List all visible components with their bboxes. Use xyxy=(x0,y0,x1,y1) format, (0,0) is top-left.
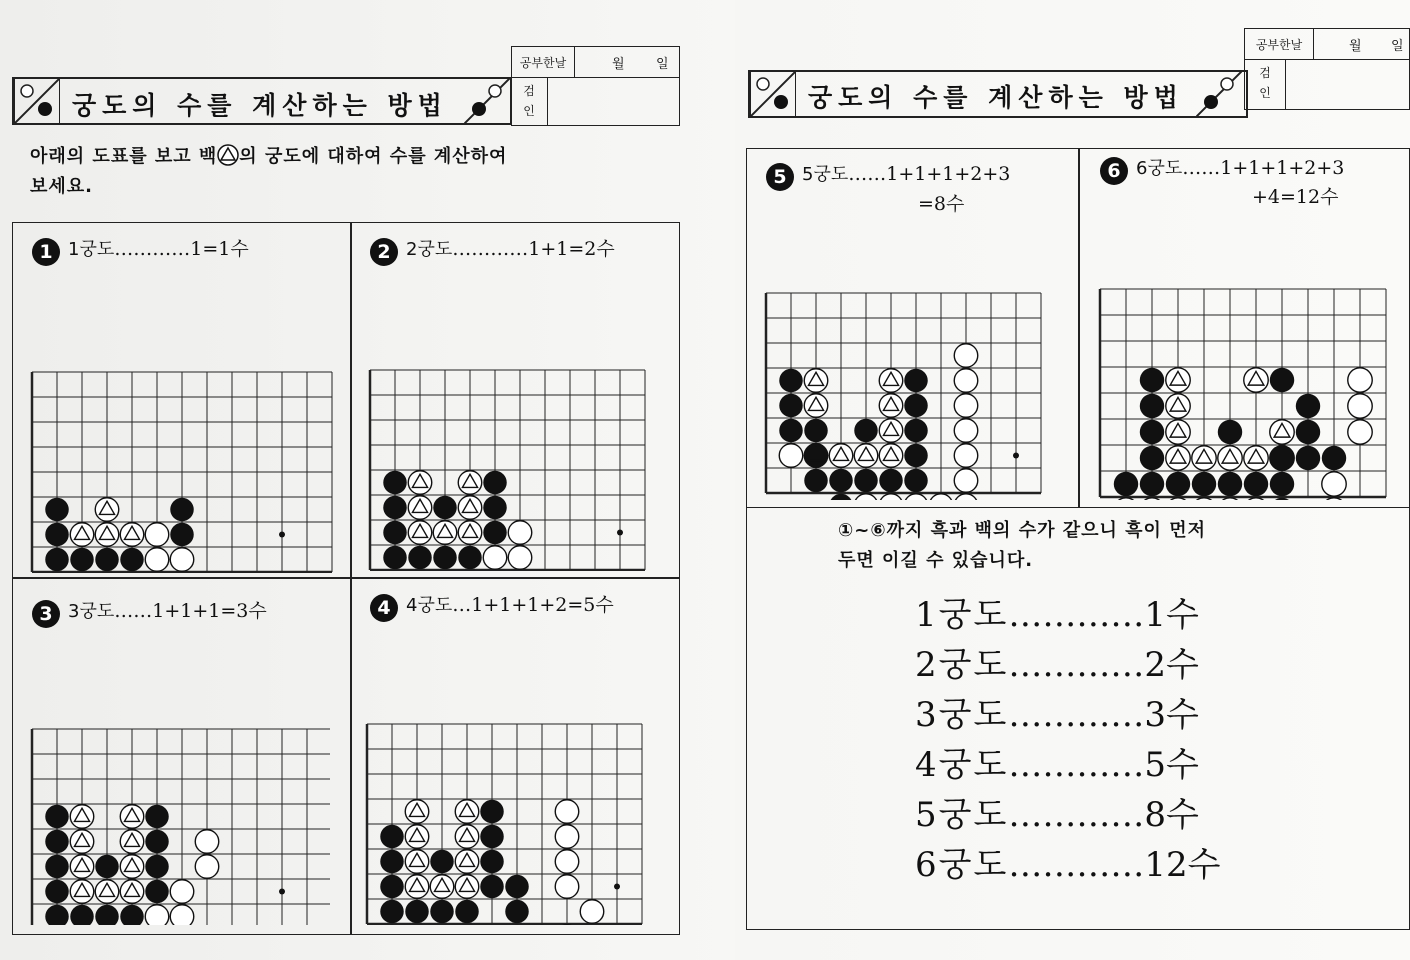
white-stone xyxy=(954,394,978,418)
white-stone xyxy=(508,521,532,545)
panel-6-heading-line2: +4=12수 xyxy=(1252,186,1339,208)
white-stone xyxy=(170,905,194,925)
check-label: 검인 xyxy=(523,84,535,118)
black-stone xyxy=(804,419,828,443)
white-stone xyxy=(170,880,194,904)
white-stone xyxy=(483,546,507,570)
black-stone xyxy=(904,469,928,493)
summary-row xyxy=(915,840,1220,890)
white-stone xyxy=(779,444,803,468)
white-stone xyxy=(954,419,978,443)
hoshi-point xyxy=(279,889,285,895)
black-stone xyxy=(1140,394,1164,418)
black-stone xyxy=(879,469,903,493)
black-stone xyxy=(45,523,69,547)
white-stone xyxy=(1348,368,1372,392)
black-stone xyxy=(480,825,504,849)
black-stone xyxy=(1140,368,1164,392)
black-stone xyxy=(854,469,878,493)
white-stone xyxy=(508,546,532,570)
black-stone xyxy=(433,496,457,520)
summary-label: 3궁도 xyxy=(915,695,1009,735)
black-stone xyxy=(1270,472,1294,496)
black-stone xyxy=(145,880,169,904)
white-stone xyxy=(555,850,579,874)
white-stone xyxy=(145,523,169,547)
black-stone xyxy=(430,900,454,924)
summary-moves: 1수 xyxy=(1144,595,1199,635)
black-stone xyxy=(45,855,69,879)
black-stone xyxy=(45,830,69,854)
hoshi-point xyxy=(614,884,620,890)
hoshi-point xyxy=(279,532,285,538)
study-date-box xyxy=(511,46,680,126)
black-stone xyxy=(70,905,94,925)
black-stone xyxy=(904,444,928,468)
hoshi-point xyxy=(617,530,623,536)
black-stone xyxy=(483,471,507,495)
go-board-5 xyxy=(764,290,1062,500)
black-stone xyxy=(1296,446,1320,470)
summary-moves: 8수 xyxy=(1144,795,1199,835)
black-stone xyxy=(380,875,404,899)
white-stone xyxy=(954,344,978,368)
black-stone xyxy=(1218,420,1242,444)
black-stone xyxy=(1296,420,1320,444)
go-board-1 xyxy=(30,368,335,573)
black-stone xyxy=(433,546,457,570)
black-stone xyxy=(383,546,407,570)
summary-moves: 3수 xyxy=(1144,695,1199,735)
black-stone xyxy=(383,496,407,520)
white-stone xyxy=(954,444,978,468)
summary-row xyxy=(915,690,1199,740)
black-stone xyxy=(1322,446,1346,470)
white-stone xyxy=(1348,394,1372,418)
black-stone xyxy=(483,521,507,545)
black-stone xyxy=(380,850,404,874)
diagonal-stones-icon xyxy=(464,78,510,124)
black-stone xyxy=(1270,446,1294,470)
month-label: 월 xyxy=(1349,39,1362,54)
summary-label: 5궁도 xyxy=(915,795,1009,835)
go-board-3 xyxy=(30,725,330,925)
white-stone xyxy=(954,369,978,393)
panel-6-heading: 6 6궁도……1+1+1+2+3 xyxy=(1100,154,1344,185)
black-stone xyxy=(779,369,803,393)
white-stone xyxy=(580,900,604,924)
summary-label: 1궁도 xyxy=(915,595,1009,635)
study-day-label: 공부한날 xyxy=(512,47,575,77)
summary-row xyxy=(915,790,1199,840)
black-stone xyxy=(829,494,853,500)
black-stone xyxy=(904,369,928,393)
black-stone xyxy=(120,905,144,925)
black-stone xyxy=(1166,472,1190,496)
page-title: 궁도의 수를 계산하는 방법 xyxy=(72,91,448,120)
day-label: 일 xyxy=(1391,39,1404,54)
black-stone xyxy=(70,548,94,572)
white-stone xyxy=(555,800,579,824)
summary-label: 4궁도 xyxy=(915,745,1009,785)
black-stone xyxy=(829,469,853,493)
black-stone xyxy=(480,850,504,874)
black-stone xyxy=(145,805,169,829)
check-label: 검인 xyxy=(1259,66,1271,100)
black-stone xyxy=(45,880,69,904)
instruction-line-2: 보세요. xyxy=(30,176,94,197)
black-stone xyxy=(458,546,482,570)
black-stone xyxy=(854,419,878,443)
black-stone xyxy=(45,498,69,522)
black-stone xyxy=(1244,472,1268,496)
summary-row xyxy=(915,640,1199,690)
black-stone xyxy=(904,394,928,418)
summary-label: 2궁도 xyxy=(915,645,1009,685)
white-stone xyxy=(195,830,219,854)
white-stone xyxy=(145,905,169,925)
white-stone xyxy=(879,494,903,500)
summary-dots: ………… xyxy=(1008,645,1145,685)
black-stone xyxy=(170,523,194,547)
study-date-box-right xyxy=(1244,28,1410,110)
summary-moves: 2수 xyxy=(1144,645,1199,685)
white-stone xyxy=(929,494,953,500)
study-day-label: 공부한날 xyxy=(1245,29,1314,59)
go-board-4 xyxy=(365,720,657,925)
white-stone xyxy=(555,875,579,899)
black-stone xyxy=(95,548,119,572)
black-stone xyxy=(95,905,119,925)
black-stone xyxy=(1140,472,1164,496)
black-stone xyxy=(430,850,454,874)
black-stone xyxy=(779,394,803,418)
black-stone xyxy=(505,875,529,899)
summary-dots: ………… xyxy=(1008,595,1145,635)
black-stone xyxy=(145,830,169,854)
panel-2-heading: 2 2궁도…………1+1=2수 xyxy=(370,234,615,266)
go-board-6 xyxy=(1098,286,1394,500)
panel-4-heading: 4 4궁도…1+1+1+2=5수 xyxy=(370,590,614,622)
black-stone xyxy=(779,419,803,443)
note-line-2: 두면 이길 수 있습니다. xyxy=(838,550,1034,571)
white-stone xyxy=(1348,420,1372,444)
white-stone xyxy=(954,469,978,493)
page-title-right: 궁도의 수를 계산하는 방법 xyxy=(808,83,1184,112)
hoshi-point xyxy=(1013,453,1019,459)
black-stone xyxy=(480,875,504,899)
diagonal-stones-icon xyxy=(1196,71,1242,117)
white-stone xyxy=(555,825,579,849)
black-stone xyxy=(45,805,69,829)
black-stone xyxy=(505,900,529,924)
black-stone xyxy=(1114,472,1138,496)
black-stone xyxy=(1296,394,1320,418)
panel-3-heading: 3 3궁도……1+1+1=3수 xyxy=(32,596,267,628)
day-label: 일 xyxy=(656,57,669,72)
summary-dots: ………… xyxy=(1008,695,1145,735)
white-stone xyxy=(1322,472,1346,496)
white-stone xyxy=(904,494,928,500)
black-stone xyxy=(804,469,828,493)
black-stone xyxy=(95,855,119,879)
summary-moves: 5수 xyxy=(1144,745,1199,785)
white-stone xyxy=(170,548,194,572)
summary-row xyxy=(915,740,1199,790)
month-label: 월 xyxy=(612,57,625,72)
summary-dots: ………… xyxy=(1008,845,1145,885)
instruction-line-1: 아래의 도표를 보고 백 의 궁도에 대하여 수를 계산하여 xyxy=(30,146,508,167)
black-stone xyxy=(904,419,928,443)
summary-dots: ………… xyxy=(1008,795,1145,835)
black-stone xyxy=(45,905,69,925)
white-stone xyxy=(195,855,219,879)
black-stone xyxy=(1140,420,1164,444)
triangle-white-stone-icon xyxy=(217,144,239,166)
black-stone xyxy=(1192,472,1216,496)
black-stone xyxy=(145,855,169,879)
black-stone xyxy=(405,900,429,924)
diagonal-stones-icon xyxy=(14,78,60,124)
white-stone xyxy=(854,494,878,500)
black-stone xyxy=(120,548,144,572)
diagonal-stones-icon xyxy=(750,71,796,117)
black-stone xyxy=(480,800,504,824)
summary-label: 6궁도 xyxy=(915,845,1009,885)
note-line-1: ①~⑥까지 흑과 백의 수가 같으니 흑이 먼저 xyxy=(838,520,1206,541)
panel-5-heading-line2: =8수 xyxy=(918,193,965,215)
black-stone xyxy=(380,825,404,849)
black-stone xyxy=(170,498,194,522)
summary-dots: ………… xyxy=(1008,745,1145,785)
black-stone xyxy=(383,471,407,495)
white-stone xyxy=(954,494,978,500)
black-stone xyxy=(483,496,507,520)
go-board-2 xyxy=(368,366,661,571)
black-stone xyxy=(408,546,432,570)
black-stone xyxy=(380,900,404,924)
panel-1-heading: 1 1궁도…………1=1수 xyxy=(32,234,249,266)
black-stone xyxy=(1140,446,1164,470)
black-stone xyxy=(1270,368,1294,392)
panel-5-heading: 5 5궁도……1+1+1+2+3 xyxy=(766,160,1010,191)
black-stone xyxy=(45,548,69,572)
summary-moves: 12수 xyxy=(1144,845,1221,885)
black-stone xyxy=(383,521,407,545)
summary-row xyxy=(915,590,1199,640)
white-stone xyxy=(145,548,169,572)
black-stone xyxy=(1218,472,1242,496)
black-stone xyxy=(455,900,479,924)
